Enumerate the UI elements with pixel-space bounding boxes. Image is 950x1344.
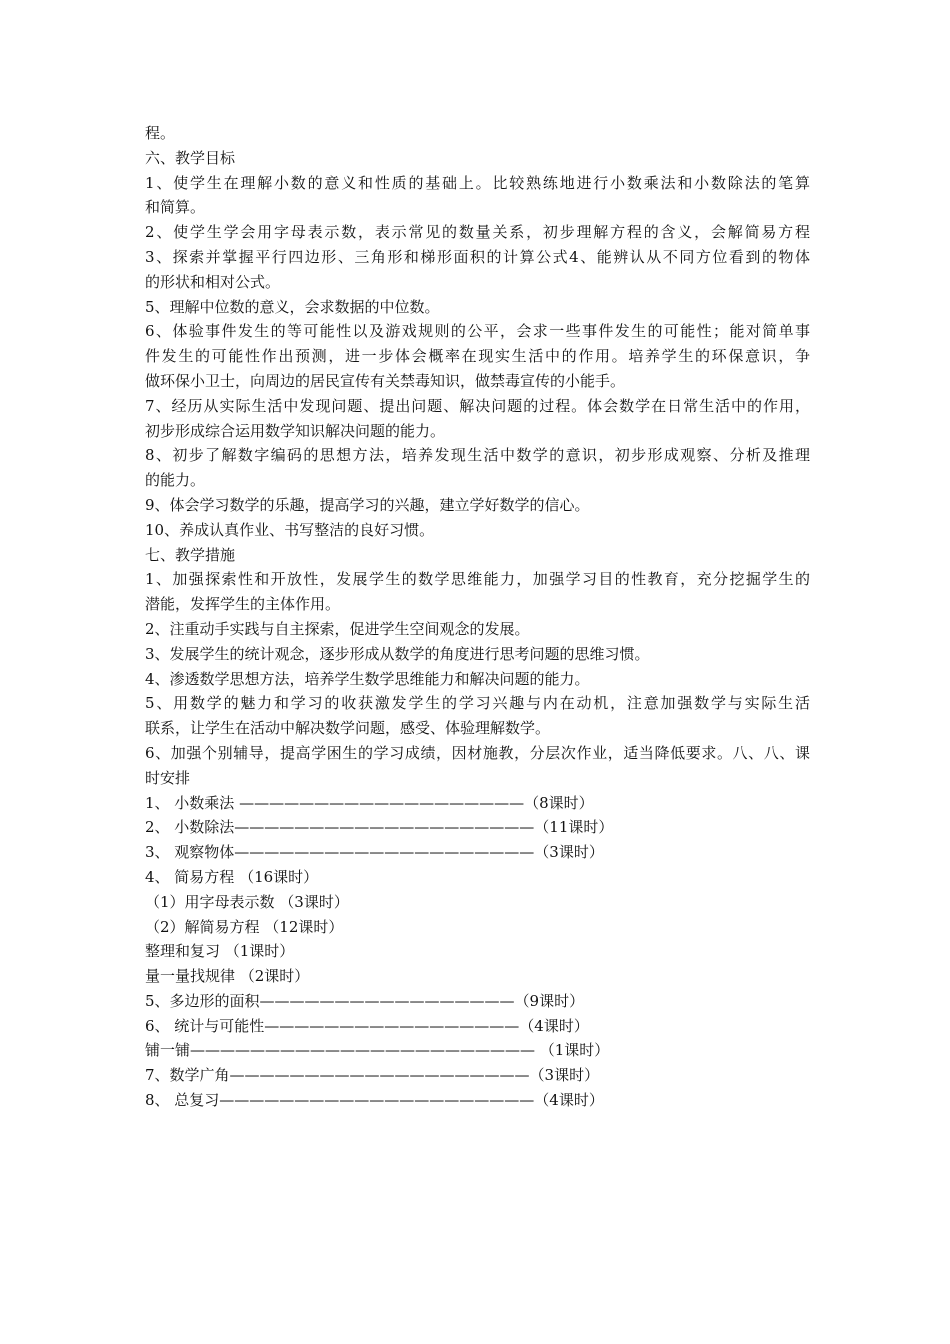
section-heading: 七、教学措施 xyxy=(145,545,236,564)
section-heading: 六、教学目标 xyxy=(145,148,236,167)
text-line: 8、初步了解数字编码的思想方法，培养发现生活中数学的意识，初步形成观察、分析及推理 xyxy=(145,446,810,465)
schedule-item: 4、 简易方程 （16课时） xyxy=(145,867,319,886)
schedule-item: 5、多边形的面积—————————————————（9课时） xyxy=(145,991,585,1010)
text-line: 的能力。 xyxy=(145,471,206,490)
text-line: 6、体验事件发生的等可能性以及游戏规则的公平，会求一些事件发生的可能性；能对简单事 xyxy=(145,322,810,341)
text-line: 初步形成综合运用数学知识解决问题的能力。 xyxy=(145,421,446,440)
schedule-item: 铺一铺——————————————————————— （1课时） xyxy=(145,1041,610,1060)
text-line: 件发生的可能性作出预测，进一步体会概率在现实生活中的作用。培养学生的环保意识，争 xyxy=(145,347,810,366)
text-line: 10、养成认真作业、书写整洁的良好习惯。 xyxy=(145,520,435,539)
document-body xyxy=(145,121,810,1113)
text-line: 和简算。 xyxy=(145,198,206,217)
schedule-item: 整理和复习 （1课时） xyxy=(145,942,295,961)
schedule-item: 2、 小数除法————————————————————（11课时） xyxy=(145,818,614,837)
schedule-item: （2）解简易方程 （12课时） xyxy=(145,917,344,936)
text-line: 2、注重动手实践与自主探索，促进学生空间观念的发展。 xyxy=(145,619,530,638)
schedule-item: 8、 总复习—————————————————————（4课时） xyxy=(145,1091,604,1110)
text-line: 1、使学生在理解小数的意义和性质的基础上。比较熟练地进行小数乘法和小数除法的笔算 xyxy=(145,173,810,192)
text-line: 的形状和相对公式。 xyxy=(145,272,281,291)
text-line: 3、发展学生的统计观念，逐步形成从数学的角度进行思考问题的思维习惯。 xyxy=(145,644,650,663)
text-line: 1、加强探索性和开放性，发展学生的数学思维能力，加强学习目的性教育，充分挖掘学生的 xyxy=(145,570,810,589)
text-line: 5、用数学的魅力和学习的收获激发学生的学习兴趣与内在动机，注意加强数学与实际生活 xyxy=(145,694,810,713)
text-line: 潜能，发挥学生的主体作用。 xyxy=(145,595,341,614)
text-line: 9、体会学习数学的乐趣，提高学习的兴趣，建立学好数学的信心。 xyxy=(145,495,590,514)
schedule-item: （1）用字母表示数 （3课时） xyxy=(145,892,349,911)
text-line: 做环保小卫士，向周边的居民宣传有关禁毒知识，做禁毒宣传的小能手。 xyxy=(145,371,626,390)
text-line: 程。 xyxy=(145,124,176,142)
schedule-item: 6、 统计与可能性—————————————————（4课时） xyxy=(145,1016,589,1035)
text-line: 2、使学生学会用字母表示数，表示常见的数量关系，初步理解方程的含义，会解简易方程 xyxy=(145,223,810,242)
text-line: 5、理解中位数的意义，会求数据的中位数。 xyxy=(145,297,440,316)
schedule-item: 量一量找规律 （2课时） xyxy=(145,967,310,986)
text-line: 3、探索并掌握平行四边形、三角形和梯形面积的计算公式4、能辨认从不同方位看到的物体 xyxy=(145,247,810,266)
text-line: 7、经历从实际生活中发现问题、提出问题、解决问题的过程。体会数学在日常生活中的作用， xyxy=(145,396,810,415)
schedule-item: 1、 小数乘法 ———————————————————（8课时） xyxy=(145,793,594,812)
text-line: 联系，让学生在活动中解决数学问题，感受、体验理解数学。 xyxy=(145,719,551,738)
text-line: 4、渗透数学思想方法，培养学生数学思维能力和解决问题的能力。 xyxy=(145,669,590,688)
schedule-item: 3、 观察物体————————————————————（3课时） xyxy=(145,843,604,862)
text-line: 时安排 xyxy=(145,768,191,787)
schedule-item: 7、数学广角————————————————————（3课时） xyxy=(145,1066,600,1085)
text-line: 6、加强个别辅导，提高学困生的学习成绩，因材施教，分层次作业，适当降低要求。八、八、课 xyxy=(145,743,810,762)
